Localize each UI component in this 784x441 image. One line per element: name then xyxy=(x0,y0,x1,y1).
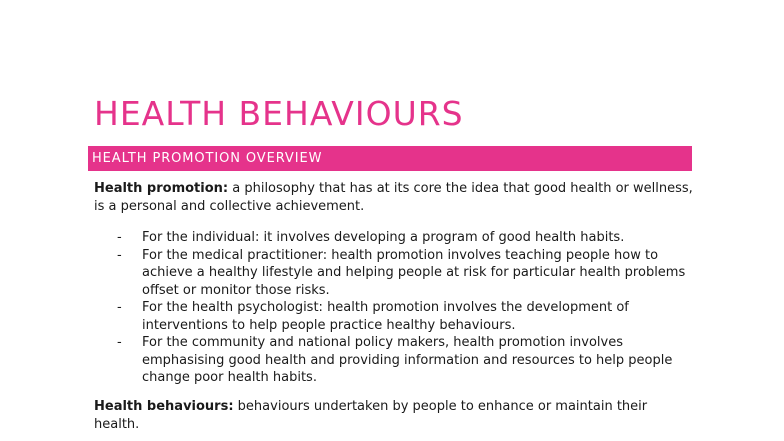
section-heading: HEALTH PROMOTION OVERVIEW xyxy=(92,151,323,166)
section-heading-bar xyxy=(88,146,692,171)
list-item xyxy=(94,299,694,334)
list-item-text: For the individual: it involves developing a program of good health habits. xyxy=(142,230,625,245)
bullet-marker: - xyxy=(117,230,122,245)
list-item-text: For the medical practitioner: health promotion involves teaching people how to achieve a healthy lifestyle and helping people at risk for particular health problems offset or monitor those risks. xyxy=(142,247,686,298)
list-item xyxy=(94,229,694,247)
health-promotion-text: a philosophy that has at its core the idea that good health or wellness, is a personal and collective achievement. xyxy=(94,181,693,214)
health-behaviours-term: Health behaviours: xyxy=(94,399,234,414)
bullet-marker: - xyxy=(117,247,122,263)
list-item-text: For the health psychologist: health promotion involves the development of interventions to help people practice healthy behaviours. xyxy=(142,300,629,333)
bullet-marker: - xyxy=(117,335,122,350)
bullet-marker: - xyxy=(117,300,122,315)
health-behaviours-definition xyxy=(94,398,694,433)
list-item xyxy=(94,334,694,387)
health-promotion-definition xyxy=(94,180,694,215)
page-title: HEALTH BEHAVIOURS xyxy=(94,94,464,133)
list-item xyxy=(94,247,694,300)
health-promotion-term: Health promotion: xyxy=(94,181,229,196)
bullet-list xyxy=(94,229,694,387)
list-item-text: For the community and national policy makers, health promotion involves emphasising good health and providing information and resources to help people change poor health habits. xyxy=(142,335,673,385)
health-behaviours-text: behaviours undertaken by people to enhance or maintain their health. xyxy=(94,399,648,432)
